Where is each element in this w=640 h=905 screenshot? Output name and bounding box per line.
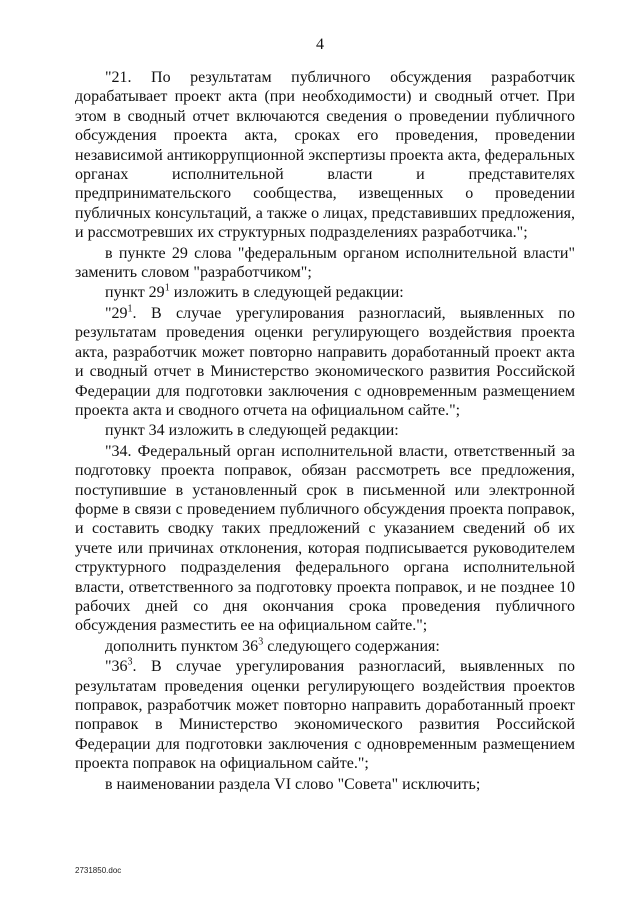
paragraph-34-intro: пункт 34 изложить в следующей редакции: (105, 422, 399, 440)
paragraph-29-1-text: "$29^1$. В случае урегулирования разногласий, выявленных по результатам проведения оценки регулирующего воздействия проекта акта, разработчик может повторно направить доработанный проект акта и сводный отчет в Министерство экономического развития Российской Федерации для подготовки заключения с одновременным размещением проекта акта и сводного отчета на официальном сайте."; (75, 303, 575, 419)
paragraph-29-amendment: в пункте 29 слова "федеральным органом исполнительной власти" заменить словом "разработчиком"; (75, 244, 575, 282)
paragraph-36-3-text: "$36^3$. В случае урегулирования разногласий, выявленных по результатам проведения оценки регулирующего воздействия проектов поправок, разработчик может повторно направить доработанный проект поправок в Министерство экономического развития Российской Федерации для подготовки заключения с одновременным размещением проекта поправок на официальном сайте."; (75, 656, 575, 773)
document-body (75, 68, 575, 795)
superscript: 1 (127, 303, 133, 315)
superscript: 3 (258, 636, 264, 648)
superscript: 1 (164, 283, 170, 295)
paragraph-21: "21. По результатам публичного обсуждения разработчик дорабатывает проект акта (при необходимости) и сводный отчет. При этом в сводный отчет включаются сведения о проведении публичного обсуждения проекта акта, сроках его проведения, проведении независимой антикоррупционной экспертизы проекта акта, федеральных органах исполнительной власти и представителях предпринимательского сообщества, извещенных о проведении публичных консультаций, а также о лицах, представивших предложения, и рассмотревших их структурных подразделениях разработчика."; (75, 69, 575, 242)
paragraph-29-1-intro: пункт $29^1$ изложить в следующей редакции: (105, 283, 404, 302)
file-name-footer: 2731850.doc (75, 866, 122, 875)
paragraph-section-vi: в наименовании раздела VI слово "Совета" исключить; (105, 775, 481, 793)
page-number: 4 (316, 36, 324, 53)
paragraph-36-3-intro: дополнить пунктом $36^3$ следующего содержания: (105, 636, 440, 655)
paragraph-34-text: "34. Федеральный орган исполнительной власти, ответственный за подготовку проекта поправок, обязан рассмотреть все предложения, поступившие в установленный срок в письменной или электронной форме в связи с проведением публичного обсуждения проекта поправок, и составить сводку таких предложений с указанием сведений об их учете или причинах отклонения, которая подписывается руководителем структурного подразделения федерального органа исполнительной власти, ответственного за подготовку проекта поправок, и не позднее 10 рабочих дней со дня окончания срока проведения публичного обсуждения разместить ее на официальном сайте."; (75, 442, 575, 635)
superscript: 3 (127, 656, 133, 668)
